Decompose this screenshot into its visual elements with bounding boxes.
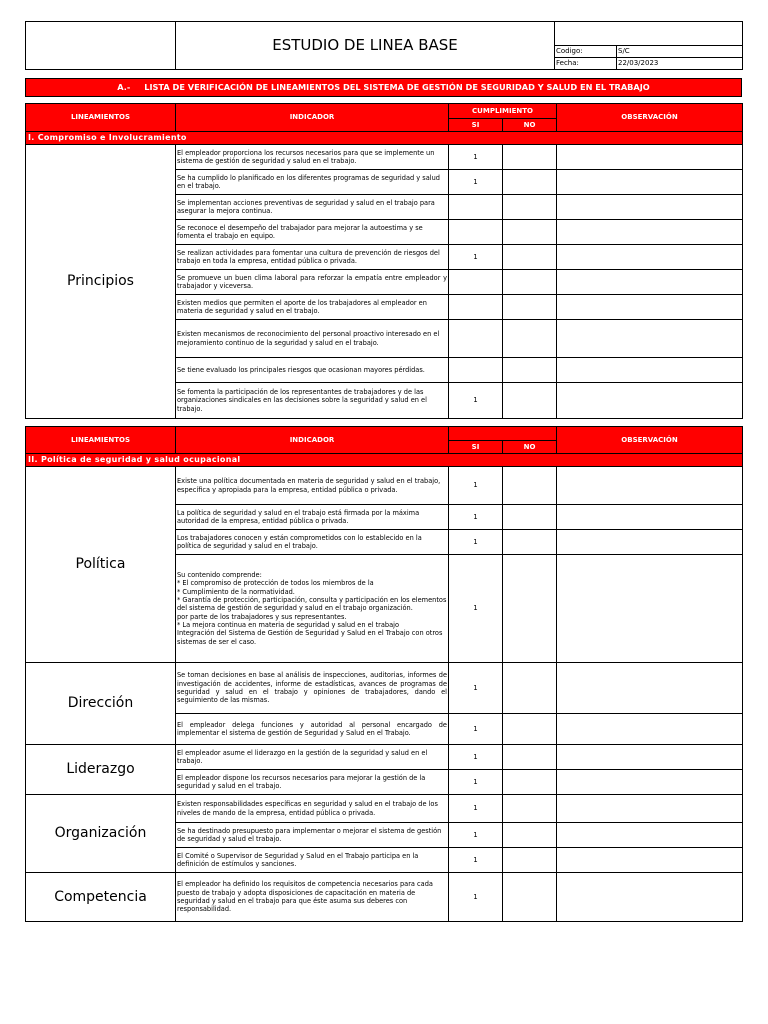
indicator-text: Se implementan acciones preventivas de seguridad y salud en el trabajo para asegurar la mejora continua. bbox=[176, 195, 449, 220]
si-value: 1 bbox=[449, 714, 503, 745]
col-no: NO bbox=[503, 119, 557, 132]
col-cumplimiento: CUMPLIMIENTO bbox=[449, 104, 557, 119]
indicator-text: Existen responsabilidades específicas en seguridad y salud en el trabajo de los niveles de mando de la empresa, entidad pública o privada. bbox=[176, 795, 449, 823]
no-value bbox=[503, 873, 557, 922]
si-value: 1 bbox=[449, 848, 503, 873]
header-blank-cell bbox=[555, 22, 743, 46]
indicator-text: Se realizan actividades para fomentar una cultura de prevención de riesgos del trabajo en toda la empresa, entidad pública o privada. bbox=[176, 245, 449, 270]
indicator-text: Se toman decisiones en base al análisis de inspecciones, auditorias, informes de investigación de accidentes, informe de estadísticas, avances de programas de seguridad y salud en el trabajo y opiniones de trabajadores, dando el seguimiento de las mismas. bbox=[176, 663, 449, 714]
no-value bbox=[503, 745, 557, 770]
lineamiento-direccion: Dirección bbox=[26, 663, 176, 745]
indicator-text: Existen medios que permiten el aporte de los trabajadores al empleador en materia de seguridad y salud en el trabajo. bbox=[176, 295, 449, 320]
indicator-text: El empleador dispone los recursos necesarios para mejorar la gestión de la seguridad y salud en el trabajo. bbox=[176, 770, 449, 795]
logo-cell bbox=[26, 22, 176, 70]
banner-text: LISTA DE VERIFICACIÓN DE LINEAMIENTOS DEL SISTEMA DE GESTIÓN DE SEGURIDAD Y SALUD EN EL TRABAJO bbox=[144, 82, 650, 92]
codigo-label: Codigo: bbox=[555, 46, 617, 58]
indicator-text: Se tiene evaluado los principales riesgos que ocasionan mayores pérdidas. bbox=[176, 358, 449, 383]
observation-cell bbox=[557, 270, 743, 295]
indicator-text: Su contenido comprende: * El compromiso de protección de todos los miembros de la * Cumplimiento de la normatividad. * Garantía de protección, participación, consulta y participación en los elementos del sistema de gestión de seguridad y salud en el trabajo organización. por parte de los trabajadores y sus representantes. * La mejora continua en materia de seguridad y salud en el trabajo Integración del Sistema de Gestión de Seguridad y Salud en el Trabajo con otros sistemas de ser el caso. bbox=[176, 555, 449, 663]
observation-cell bbox=[557, 383, 743, 419]
col-cumplimiento-blank bbox=[449, 427, 557, 441]
si-value: 1 bbox=[449, 467, 503, 505]
no-value bbox=[503, 245, 557, 270]
no-value bbox=[503, 383, 557, 419]
observation-cell bbox=[557, 145, 743, 170]
observation-cell bbox=[557, 530, 743, 555]
section-1-table bbox=[25, 103, 743, 419]
col-observacion: OBSERVACIÓN bbox=[557, 427, 743, 454]
observation-cell bbox=[557, 195, 743, 220]
indicator-text: Se fomenta la participación de los representantes de trabajadores y de las organizaciones sindicales en las decisiones sobre la seguridad y salud en el trabajo. bbox=[176, 383, 449, 419]
observation-cell bbox=[557, 555, 743, 663]
no-value bbox=[503, 823, 557, 848]
si-value bbox=[449, 195, 503, 220]
indicator-text: Los trabajadores conocen y están comprometidos con lo establecido en la política de seguridad y salud en el trabajo. bbox=[176, 530, 449, 555]
si-value: 1 bbox=[449, 505, 503, 530]
lineamiento-liderazgo: Liderazgo bbox=[26, 745, 176, 795]
si-value: 1 bbox=[449, 770, 503, 795]
no-value bbox=[503, 663, 557, 714]
si-value: 1 bbox=[449, 145, 503, 170]
si-value: 1 bbox=[449, 873, 503, 922]
section-2-title: II. Política de seguridad y salud ocupacional bbox=[26, 454, 743, 467]
no-value bbox=[503, 795, 557, 823]
fecha-label: Fecha: bbox=[555, 58, 617, 70]
no-value bbox=[503, 195, 557, 220]
col-lineamientos: LINEAMIENTOS bbox=[26, 427, 176, 454]
no-value bbox=[503, 467, 557, 505]
lineamiento-organizacion: Organización bbox=[26, 795, 176, 873]
observation-cell bbox=[557, 220, 743, 245]
si-value: 1 bbox=[449, 383, 503, 419]
si-value: 1 bbox=[449, 555, 503, 663]
no-value bbox=[503, 220, 557, 245]
indicator-text: El Comité o Supervisor de Seguridad y Salud en el Trabajo participa en la definición de estímulos y sanciones. bbox=[176, 848, 449, 873]
indicator-text: Se ha destinado presupuesto para implementar o mejorar el sistema de gestión de seguridad y salud el trabajo. bbox=[176, 823, 449, 848]
lineamiento-competencia: Competencia bbox=[26, 873, 176, 922]
observation-cell bbox=[557, 505, 743, 530]
no-value bbox=[503, 358, 557, 383]
si-value: 1 bbox=[449, 530, 503, 555]
no-value bbox=[503, 530, 557, 555]
observation-cell bbox=[557, 745, 743, 770]
header-table bbox=[25, 21, 743, 70]
indicator-text: Se ha cumplido lo planificado en los diferentes programas de seguridad y salud en el trabajo. bbox=[176, 170, 449, 195]
col-indicador: INDICADOR bbox=[176, 104, 449, 132]
section-1-title: I. Compromiso e Involucramiento bbox=[26, 132, 743, 145]
no-value bbox=[503, 505, 557, 530]
si-value bbox=[449, 270, 503, 295]
no-value bbox=[503, 555, 557, 663]
si-value: 1 bbox=[449, 170, 503, 195]
si-value: 1 bbox=[449, 663, 503, 714]
observation-cell bbox=[557, 848, 743, 873]
document-title: ESTUDIO DE LINEA BASE bbox=[176, 22, 555, 70]
indicator-text: El empleador delega funciones y autoridad al personal encargado de implementar el sistema de gestión de Seguridad y Salud en el Trabajo. bbox=[176, 714, 449, 745]
observation-cell bbox=[557, 467, 743, 505]
observation-cell bbox=[557, 823, 743, 848]
section-2-table bbox=[25, 426, 743, 922]
no-value bbox=[503, 320, 557, 358]
indicator-text: Se reconoce el desempeño del trabajador para mejorar la autoestima y se fomenta el trabajo en equipo. bbox=[176, 220, 449, 245]
codigo-value: S/C bbox=[617, 46, 743, 58]
lineamiento-politica: Política bbox=[26, 467, 176, 663]
observation-cell bbox=[557, 320, 743, 358]
indicator-text: Existe una política documentada en materia de seguridad y salud en el trabajo, específica y apropiada para la empresa, entidad pública o privada. bbox=[176, 467, 449, 505]
observation-cell bbox=[557, 358, 743, 383]
no-value bbox=[503, 170, 557, 195]
observation-cell bbox=[557, 714, 743, 745]
indicator-text: Existen mecanismos de reconocimiento del personal proactivo interesado en el mejoramiento continuo de la seguridad y salud en el trabajo. bbox=[176, 320, 449, 358]
no-value bbox=[503, 848, 557, 873]
fecha-value: 22/03/2023 bbox=[617, 58, 743, 70]
observation-cell bbox=[557, 245, 743, 270]
col-si: SI bbox=[449, 441, 503, 454]
no-value bbox=[503, 270, 557, 295]
observation-cell bbox=[557, 170, 743, 195]
indicator-text: El empleador proporciona los recursos necesarios para que se implemente un sistema de gestión de seguridad y salud en el trabajo. bbox=[176, 145, 449, 170]
si-value bbox=[449, 320, 503, 358]
indicator-text: Se promueve un buen clima laboral para reforzar la empatía entre empleador y trabajador y viceversa. bbox=[176, 270, 449, 295]
col-indicador: INDICADOR bbox=[176, 427, 449, 454]
si-value bbox=[449, 295, 503, 320]
col-no: NO bbox=[503, 441, 557, 454]
no-value bbox=[503, 714, 557, 745]
lineamiento-principios: Principios bbox=[26, 145, 176, 419]
no-value bbox=[503, 770, 557, 795]
indicator-text: El empleador asume el liderazgo en la gestión de la seguridad y salud en el trabajo. bbox=[176, 745, 449, 770]
observation-cell bbox=[557, 873, 743, 922]
observation-cell bbox=[557, 295, 743, 320]
col-lineamientos: LINEAMIENTOS bbox=[26, 104, 176, 132]
observation-cell bbox=[557, 663, 743, 714]
no-value bbox=[503, 145, 557, 170]
si-value bbox=[449, 220, 503, 245]
banner-prefix: A.- bbox=[117, 82, 131, 92]
si-value bbox=[449, 358, 503, 383]
indicator-text: La política de seguridad y salud en el trabajo está firmada por la máxima autoridad de la empresa, entidad pública o privada. bbox=[176, 505, 449, 530]
col-observacion: OBSERVACIÓN bbox=[557, 104, 743, 132]
checklist-banner bbox=[25, 78, 742, 97]
indicator-text: El empleador ha definido los requisitos de competencia necesarios para cada puesto de trabajo y adopta disposiciones de capacitación en materia de seguridad y salud en el trabajo para que éste asuma sus deberes con responsabilidad. bbox=[176, 873, 449, 922]
no-value bbox=[503, 295, 557, 320]
si-value: 1 bbox=[449, 745, 503, 770]
si-value: 1 bbox=[449, 795, 503, 823]
si-value: 1 bbox=[449, 823, 503, 848]
observation-cell bbox=[557, 795, 743, 823]
si-value: 1 bbox=[449, 245, 503, 270]
col-si: SI bbox=[449, 119, 503, 132]
observation-cell bbox=[557, 770, 743, 795]
